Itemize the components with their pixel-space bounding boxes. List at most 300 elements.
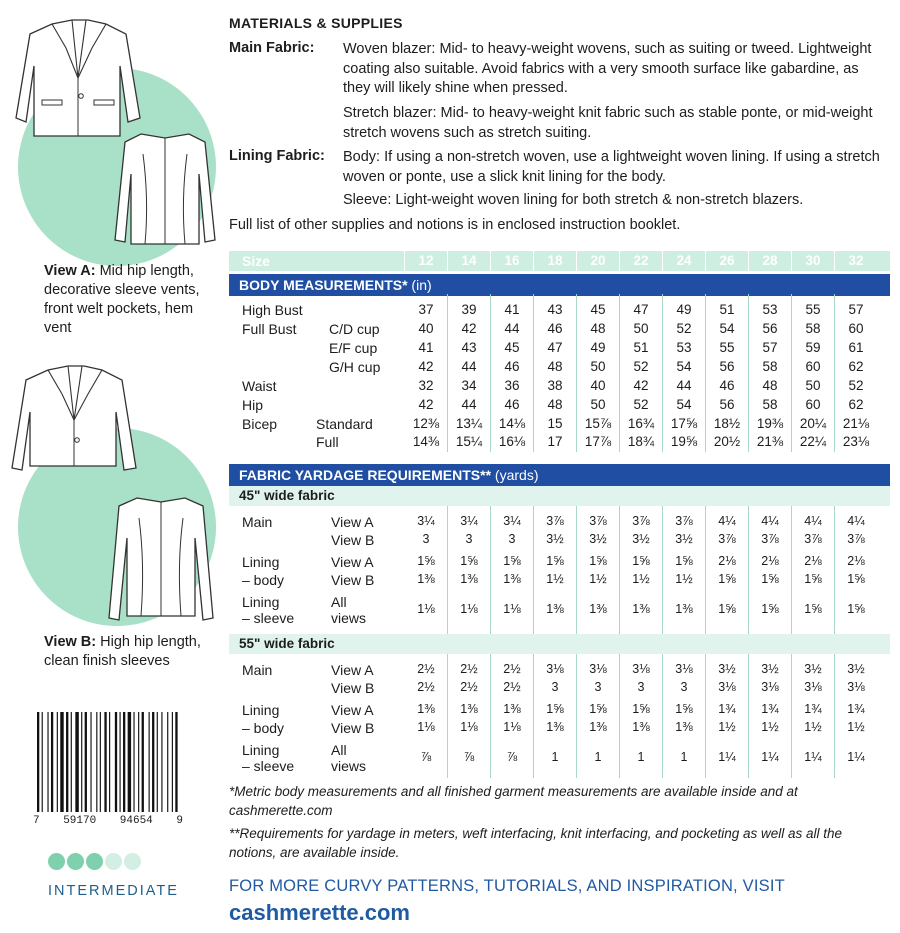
view-b-front-sketch (10, 364, 140, 474)
barcode-digit-group: 94654 (119, 815, 153, 827)
row-sublabel: All (331, 594, 347, 610)
table-cell: 1⅜ (546, 720, 564, 734)
table-cell: 57 (848, 302, 864, 317)
table-cell: 3 (422, 532, 430, 546)
table-cell: 46 (504, 397, 520, 412)
table-cell: 49 (590, 340, 606, 355)
barcode-bar (161, 712, 162, 812)
table-cell: 2½ (417, 662, 435, 676)
table-cell: 3⅞ (546, 514, 564, 528)
column-divider (404, 251, 405, 271)
table-cell: 1⅝ (761, 572, 779, 586)
table-cell: 23⅛ (842, 434, 870, 449)
table-cell: 43 (547, 302, 563, 317)
barcode-digits (33, 815, 183, 827)
size-header-cell: 26 (719, 253, 735, 268)
size-header-label: Size (242, 253, 271, 269)
size-header-cell: 30 (805, 253, 821, 268)
table-cell: 51 (719, 302, 735, 317)
table-cell: 44 (676, 378, 692, 393)
difficulty-dot-filled (48, 853, 65, 870)
woven-blazer-description: Mid- to heavy-weight wovens, such as suiting or tweed. Lightweight coating also suitable. Avoid fabrics with a very smooth surface like gabardine, as they will likely shine when pressed. (343, 41, 872, 96)
size-header-cell: 14 (461, 253, 477, 268)
body-measurements-unit: (in) (407, 277, 432, 293)
table-cell: 1⅜ (589, 720, 607, 734)
table-cell: 20½ (713, 434, 741, 449)
table-cell: 21⅜ (756, 434, 784, 449)
row-sublabel: All (331, 742, 347, 758)
table-cell: 1⅜ (460, 572, 478, 586)
table-cell: 3⅛ (675, 662, 693, 676)
table-cell: ⅞ (506, 750, 518, 764)
view-a-back-sketch (113, 130, 218, 248)
table-cell: 1⅝ (546, 554, 564, 568)
table-cell: 17 (547, 434, 563, 449)
view-a-front-sketch (14, 18, 144, 143)
row-sublabel: View B (331, 572, 375, 588)
lining-fabric-label: Lining Fabric: (229, 148, 325, 164)
table-cell: ⅞ (463, 750, 475, 764)
table-cell: 17⅞ (584, 434, 612, 449)
table-cell: 3⅞ (718, 532, 736, 546)
table-cell: 48 (762, 378, 778, 393)
table-cell: 1¾ (761, 702, 779, 716)
table-cell: 34 (461, 378, 477, 393)
barcode-bar (100, 712, 101, 812)
view-b-back-sketch (107, 494, 217, 624)
table-cell: 4¼ (761, 514, 779, 528)
barcode-bar (104, 712, 106, 812)
barcode-bar (149, 712, 150, 812)
barcode-bar (115, 712, 117, 812)
table-cell: 12⅜ (412, 416, 440, 431)
materials-footer: Full list of other supplies and notions is in enclosed instruction booklet. (229, 217, 681, 233)
table-cell: 54 (719, 321, 735, 336)
table-cell: 56 (762, 321, 778, 336)
table-cell: 1¼ (718, 750, 736, 764)
barcode-bar (60, 712, 63, 812)
size-header-cell: 32 (848, 253, 864, 268)
table-cell: 17⅝ (670, 416, 698, 431)
row-sublabel: views (331, 758, 367, 774)
difficulty-dot-filled (67, 853, 84, 870)
table-cell: 48 (590, 321, 606, 336)
table-cell: 44 (461, 359, 477, 374)
table-cell: 1 (551, 750, 559, 764)
table-cell: 3⅛ (718, 680, 736, 694)
table-cell: 1 (680, 750, 688, 764)
table-cell: 1½ (718, 720, 736, 734)
difficulty-dot-empty (124, 853, 141, 870)
table-cell: 3⅞ (632, 514, 650, 528)
table-cell: 42 (418, 359, 434, 374)
barcode-bar (71, 712, 72, 812)
lining-body-label: Body: (343, 149, 381, 165)
table-cell: 4¼ (804, 514, 822, 528)
fabric45-header: 45" wide fabric (229, 486, 890, 506)
barcode-digit-group: 7 (33, 815, 40, 827)
call-to-action: FOR MORE CURVY PATTERNS, TUTORIALS, AND INSPIRATION, VISIT (229, 877, 785, 895)
size-header-cell: 22 (633, 253, 649, 268)
table-cell: 55 (719, 340, 735, 355)
column-divider (619, 251, 620, 271)
table-cell: 1⅝ (546, 702, 564, 716)
table-cell: 48 (547, 397, 563, 412)
column-divider (834, 251, 835, 271)
table-cell: 18½ (713, 416, 741, 431)
table-cell: 1⅝ (632, 554, 650, 568)
difficulty-dot-empty (105, 853, 122, 870)
table-cell: 3⅛ (804, 680, 822, 694)
table-cell: 3½ (632, 532, 650, 546)
woven-blazer-label: Woven blazer: (343, 41, 436, 57)
table-cell: 2⅛ (718, 554, 736, 568)
table-cell: 3½ (589, 532, 607, 546)
table-cell: 44 (504, 321, 520, 336)
table-cell: 1⅝ (632, 702, 650, 716)
table-cell: 3 (637, 680, 645, 694)
row-sublabel: View A (331, 514, 374, 530)
main-fabric-label: Main Fabric: (229, 40, 315, 56)
column-divider (490, 251, 491, 271)
table-cell: 32 (418, 378, 434, 393)
table-cell: 3½ (718, 662, 736, 676)
row-sublabel: View B (331, 720, 375, 736)
table-cell: 1⅛ (460, 602, 478, 616)
column-divider (748, 251, 749, 271)
lining-sleeve-description: Light-weight woven lining for both stretch & non-stretch blazers. (391, 192, 804, 208)
table-cell: 62 (848, 397, 864, 412)
table-cell: 1⅝ (460, 554, 478, 568)
table-cell: 3 (465, 532, 473, 546)
table-cell: 1⅜ (675, 720, 693, 734)
table-cell: 54 (676, 359, 692, 374)
table-cell: 46 (547, 321, 563, 336)
table-cell: 2⅛ (847, 554, 865, 568)
website-link[interactable]: cashmerette.com (229, 900, 410, 925)
table-cell: 3⅞ (847, 532, 865, 546)
row-sublabel: View A (331, 702, 374, 718)
barcode-bar (157, 712, 158, 812)
table-cell: 3⅛ (761, 680, 779, 694)
table-cell: 55 (805, 302, 821, 317)
table-cell: 40 (590, 378, 606, 393)
table-cell: 45 (590, 302, 606, 317)
materials-title: MATERIALS & SUPPLIES (229, 15, 403, 31)
column-divider (705, 251, 706, 271)
table-cell: 1⅝ (675, 702, 693, 716)
table-cell: 3⅞ (761, 532, 779, 546)
table-cell: 48 (547, 359, 563, 374)
table-cell: 44 (461, 397, 477, 412)
table-cell: 1⅛ (503, 720, 521, 734)
size-header-cell: 28 (762, 253, 778, 268)
table-cell: 1 (594, 750, 602, 764)
barcode-bar (175, 712, 177, 812)
table-cell: 1½ (632, 572, 650, 586)
table-cell: 1¼ (804, 750, 822, 764)
table-cell: 3¼ (503, 514, 521, 528)
table-cell: 1½ (546, 572, 564, 586)
table-cell: 19⅜ (756, 416, 784, 431)
table-cell: 1½ (761, 720, 779, 734)
view-a-caption (44, 262, 214, 338)
woven-blazer-text (343, 40, 888, 99)
table-cell: 1⅜ (546, 602, 564, 616)
table-cell: 43 (461, 340, 477, 355)
table-cell: 39 (461, 302, 477, 317)
row-sublabel: View B (331, 680, 375, 696)
row-sublabel: Full (316, 434, 339, 450)
barcode-bar (109, 712, 110, 812)
table-cell: 38 (547, 378, 563, 393)
difficulty-dot-filled (86, 853, 103, 870)
table-cell: 46 (504, 359, 520, 374)
footnotes (229, 783, 879, 867)
barcode-bar (142, 712, 144, 812)
barcode-bar (90, 712, 91, 812)
table-cell: 37 (418, 302, 434, 317)
barcode-digit-group: 9 (176, 815, 183, 827)
footnote-yardage: **Requirements for yardage in meters, weft interfacing, knit interfacing, and pocketing as well as all the notions, are available inside. (229, 826, 843, 860)
table-cell: 3⅛ (589, 662, 607, 676)
table-cell: 15 (547, 416, 563, 431)
size-header-cell: 12 (418, 253, 434, 268)
row-sublabel: View B (331, 532, 375, 548)
table-cell: 52 (676, 321, 692, 336)
row-label: – sleeve (242, 758, 295, 774)
barcode-bar (37, 712, 39, 812)
yardage-header (229, 464, 890, 486)
column-divider (576, 251, 577, 271)
barcode-bar (120, 712, 121, 812)
table-cell: 1⅜ (417, 572, 435, 586)
table-cell: 1⅝ (804, 572, 822, 586)
view-a-label: View A: (44, 263, 96, 279)
table-cell: 59 (805, 340, 821, 355)
barcode-bar (138, 712, 139, 812)
table-cell: 3½ (546, 532, 564, 546)
table-cell: 50 (805, 378, 821, 393)
table-cell: 2⅛ (761, 554, 779, 568)
left-column (0, 0, 225, 933)
barcode-bar (75, 712, 78, 812)
stretch-blazer-text (343, 104, 888, 143)
table-cell: 13¼ (455, 416, 483, 431)
table-cell: 1½ (804, 720, 822, 734)
stretch-blazer-label: Stretch blazer: (343, 105, 437, 121)
table-cell: 2½ (460, 662, 478, 676)
table-cell: 1¼ (761, 750, 779, 764)
difficulty-label: INTERMEDIATE (48, 883, 179, 899)
column-divider (447, 251, 448, 271)
table-cell: 58 (805, 321, 821, 336)
table-cell: 1¼ (847, 750, 865, 764)
table-cell: 1⅜ (589, 602, 607, 616)
table-cell: 3⅛ (546, 662, 564, 676)
table-cell: 2⅛ (804, 554, 822, 568)
table-cell: 19⅝ (670, 434, 698, 449)
row-sublabel: views (331, 610, 367, 626)
table-cell: 41 (504, 302, 520, 317)
table-cell: 50 (590, 397, 606, 412)
row-label: – sleeve (242, 610, 295, 626)
table-cell: 1⅝ (847, 572, 865, 586)
fabric55-header: 55" wide fabric (229, 634, 890, 654)
table-cell: 60 (848, 321, 864, 336)
row-label: Lining (242, 702, 280, 718)
lining-sleeve-label: Sleeve: (343, 192, 392, 208)
table-cell: 22¼ (799, 434, 827, 449)
row-sublabel: View A (331, 554, 374, 570)
table-cell: 52 (633, 359, 649, 374)
table-cell: 3⅞ (675, 514, 693, 528)
table-cell: 58 (762, 359, 778, 374)
table-cell: 1⅝ (718, 602, 736, 616)
size-header-cell: 18 (547, 253, 563, 268)
table-cell: 3½ (761, 662, 779, 676)
table-cell: 1½ (589, 572, 607, 586)
row-label: Lining (242, 742, 280, 758)
table-cell: 36 (504, 378, 520, 393)
table-cell: 20¼ (799, 416, 827, 431)
barcode-bar (51, 712, 53, 812)
table-cell: 1⅜ (503, 702, 521, 716)
row-label: High Bust (242, 302, 303, 318)
barcode-bars (33, 712, 183, 814)
view-b-description: High hip length, clean finish sleeves (44, 634, 201, 669)
table-cell: 18¾ (627, 434, 655, 449)
table-cell: 40 (418, 321, 434, 336)
barcode-bar (152, 712, 154, 812)
table-cell: 60 (805, 397, 821, 412)
table-cell: 1¾ (804, 702, 822, 716)
table-cell: 15¼ (455, 434, 483, 449)
barcode-bar (96, 712, 97, 812)
row-sublabel: View A (331, 662, 374, 678)
table-cell: 62 (848, 359, 864, 374)
barcode-bar (66, 712, 68, 812)
table-cell: 1½ (847, 720, 865, 734)
table-cell: 3 (680, 680, 688, 694)
column-divider (533, 251, 534, 271)
table-cell: 3⅞ (589, 514, 607, 528)
table-cell: 3¼ (417, 514, 435, 528)
table-cell: 2½ (460, 680, 478, 694)
difficulty-dots (48, 853, 143, 875)
table-cell: 4¼ (847, 514, 865, 528)
table-cell: 1⅜ (632, 602, 650, 616)
table-cell: 16⅛ (498, 434, 526, 449)
table-cell: 14⅛ (498, 416, 526, 431)
barcode-bar (42, 712, 43, 812)
row-label: Main (242, 662, 273, 678)
footnote-metric: *Metric body measurements and all finished garment measurements are available inside and at cashmerette.com (229, 784, 798, 818)
column-divider (662, 251, 663, 271)
table-cell: 2½ (503, 662, 521, 676)
table-cell: 16¾ (627, 416, 655, 431)
table-cell: 50 (633, 321, 649, 336)
table-cell: 1⅝ (417, 554, 435, 568)
table-cell: 3⅛ (847, 680, 865, 694)
table-cell: 1⅝ (804, 602, 822, 616)
row-label: Waist (242, 378, 277, 394)
table-cell: 42 (418, 397, 434, 412)
table-cell: 1¾ (718, 702, 736, 716)
lining-body-description: If using a non-stretch woven, use a lightweight woven lining. If using a stretch woven or ponte, use a slick knit lining for the body. (343, 149, 880, 185)
table-cell: 47 (633, 302, 649, 317)
barcode-digit-group: 59170 (63, 815, 97, 827)
table-cell: 1⅜ (632, 720, 650, 734)
row-label: – body (242, 572, 285, 588)
row-label: Bicep (242, 416, 278, 432)
barcode-bar (133, 712, 134, 812)
table-cell: 52 (633, 397, 649, 412)
table-cell: 41 (418, 340, 434, 355)
body-measurements-header (229, 274, 890, 296)
barcode-bar (85, 712, 87, 812)
view-a-description: Mid hip length, decorative sleeve vents, front welt pockets, hem vent (44, 263, 200, 336)
size-header-cell: 16 (504, 253, 520, 268)
table-cell: 14⅜ (412, 434, 440, 449)
table-cell: 3 (508, 532, 516, 546)
table-cell: 1⅝ (589, 702, 607, 716)
row-label: Lining (242, 594, 280, 610)
table-cell: 1⅜ (460, 702, 478, 716)
stretch-blazer-description: Mid- to heavy-weight knit fabric such as stable ponte, or mid-weight stretch wovens such as stretch suiting. (343, 105, 873, 141)
table-cell: 3 (551, 680, 559, 694)
table-cell: 53 (762, 302, 778, 317)
table-cell: 4¼ (718, 514, 736, 528)
size-header-cell: 20 (590, 253, 606, 268)
row-label: Hip (242, 397, 264, 413)
table-cell: 60 (805, 359, 821, 374)
table-cell: 1 (637, 750, 645, 764)
barcode-bar (47, 712, 48, 812)
table-cell: 2½ (417, 680, 435, 694)
table-cell: 1⅜ (503, 572, 521, 586)
table-cell: 1⅝ (675, 554, 693, 568)
table-cell: 61 (848, 340, 864, 355)
view-b-label: View B: (44, 634, 97, 650)
yardage-unit: (yards) (491, 467, 539, 483)
table-cell: 3½ (847, 662, 865, 676)
table-cell: 15⅞ (584, 416, 612, 431)
table-cell: 53 (676, 340, 692, 355)
table-cell: 1⅝ (589, 554, 607, 568)
table-cell: 57 (762, 340, 778, 355)
row-sublabel: Standard (316, 416, 373, 432)
table-cell: 3¼ (460, 514, 478, 528)
table-cell: 47 (547, 340, 563, 355)
table-cell: 1⅛ (417, 720, 435, 734)
table-cell: 1⅜ (417, 702, 435, 716)
table-cell: 52 (848, 378, 864, 393)
row-label: Full Bust (242, 321, 297, 337)
row-label: – body (242, 720, 285, 736)
table-cell: ⅞ (420, 750, 432, 764)
yardage-title: FABRIC YARDAGE REQUIREMENTS** (239, 467, 492, 483)
lining-body-text (343, 148, 888, 187)
table-cell: 1⅛ (417, 602, 435, 616)
table-cell: 49 (676, 302, 692, 317)
table-cell: 1⅝ (761, 602, 779, 616)
table-cell: 1⅛ (503, 602, 521, 616)
table-cell: 46 (719, 378, 735, 393)
row-sublabel: E/F cup (329, 340, 378, 356)
barcode-bar (128, 712, 131, 812)
table-cell: 42 (461, 321, 477, 336)
